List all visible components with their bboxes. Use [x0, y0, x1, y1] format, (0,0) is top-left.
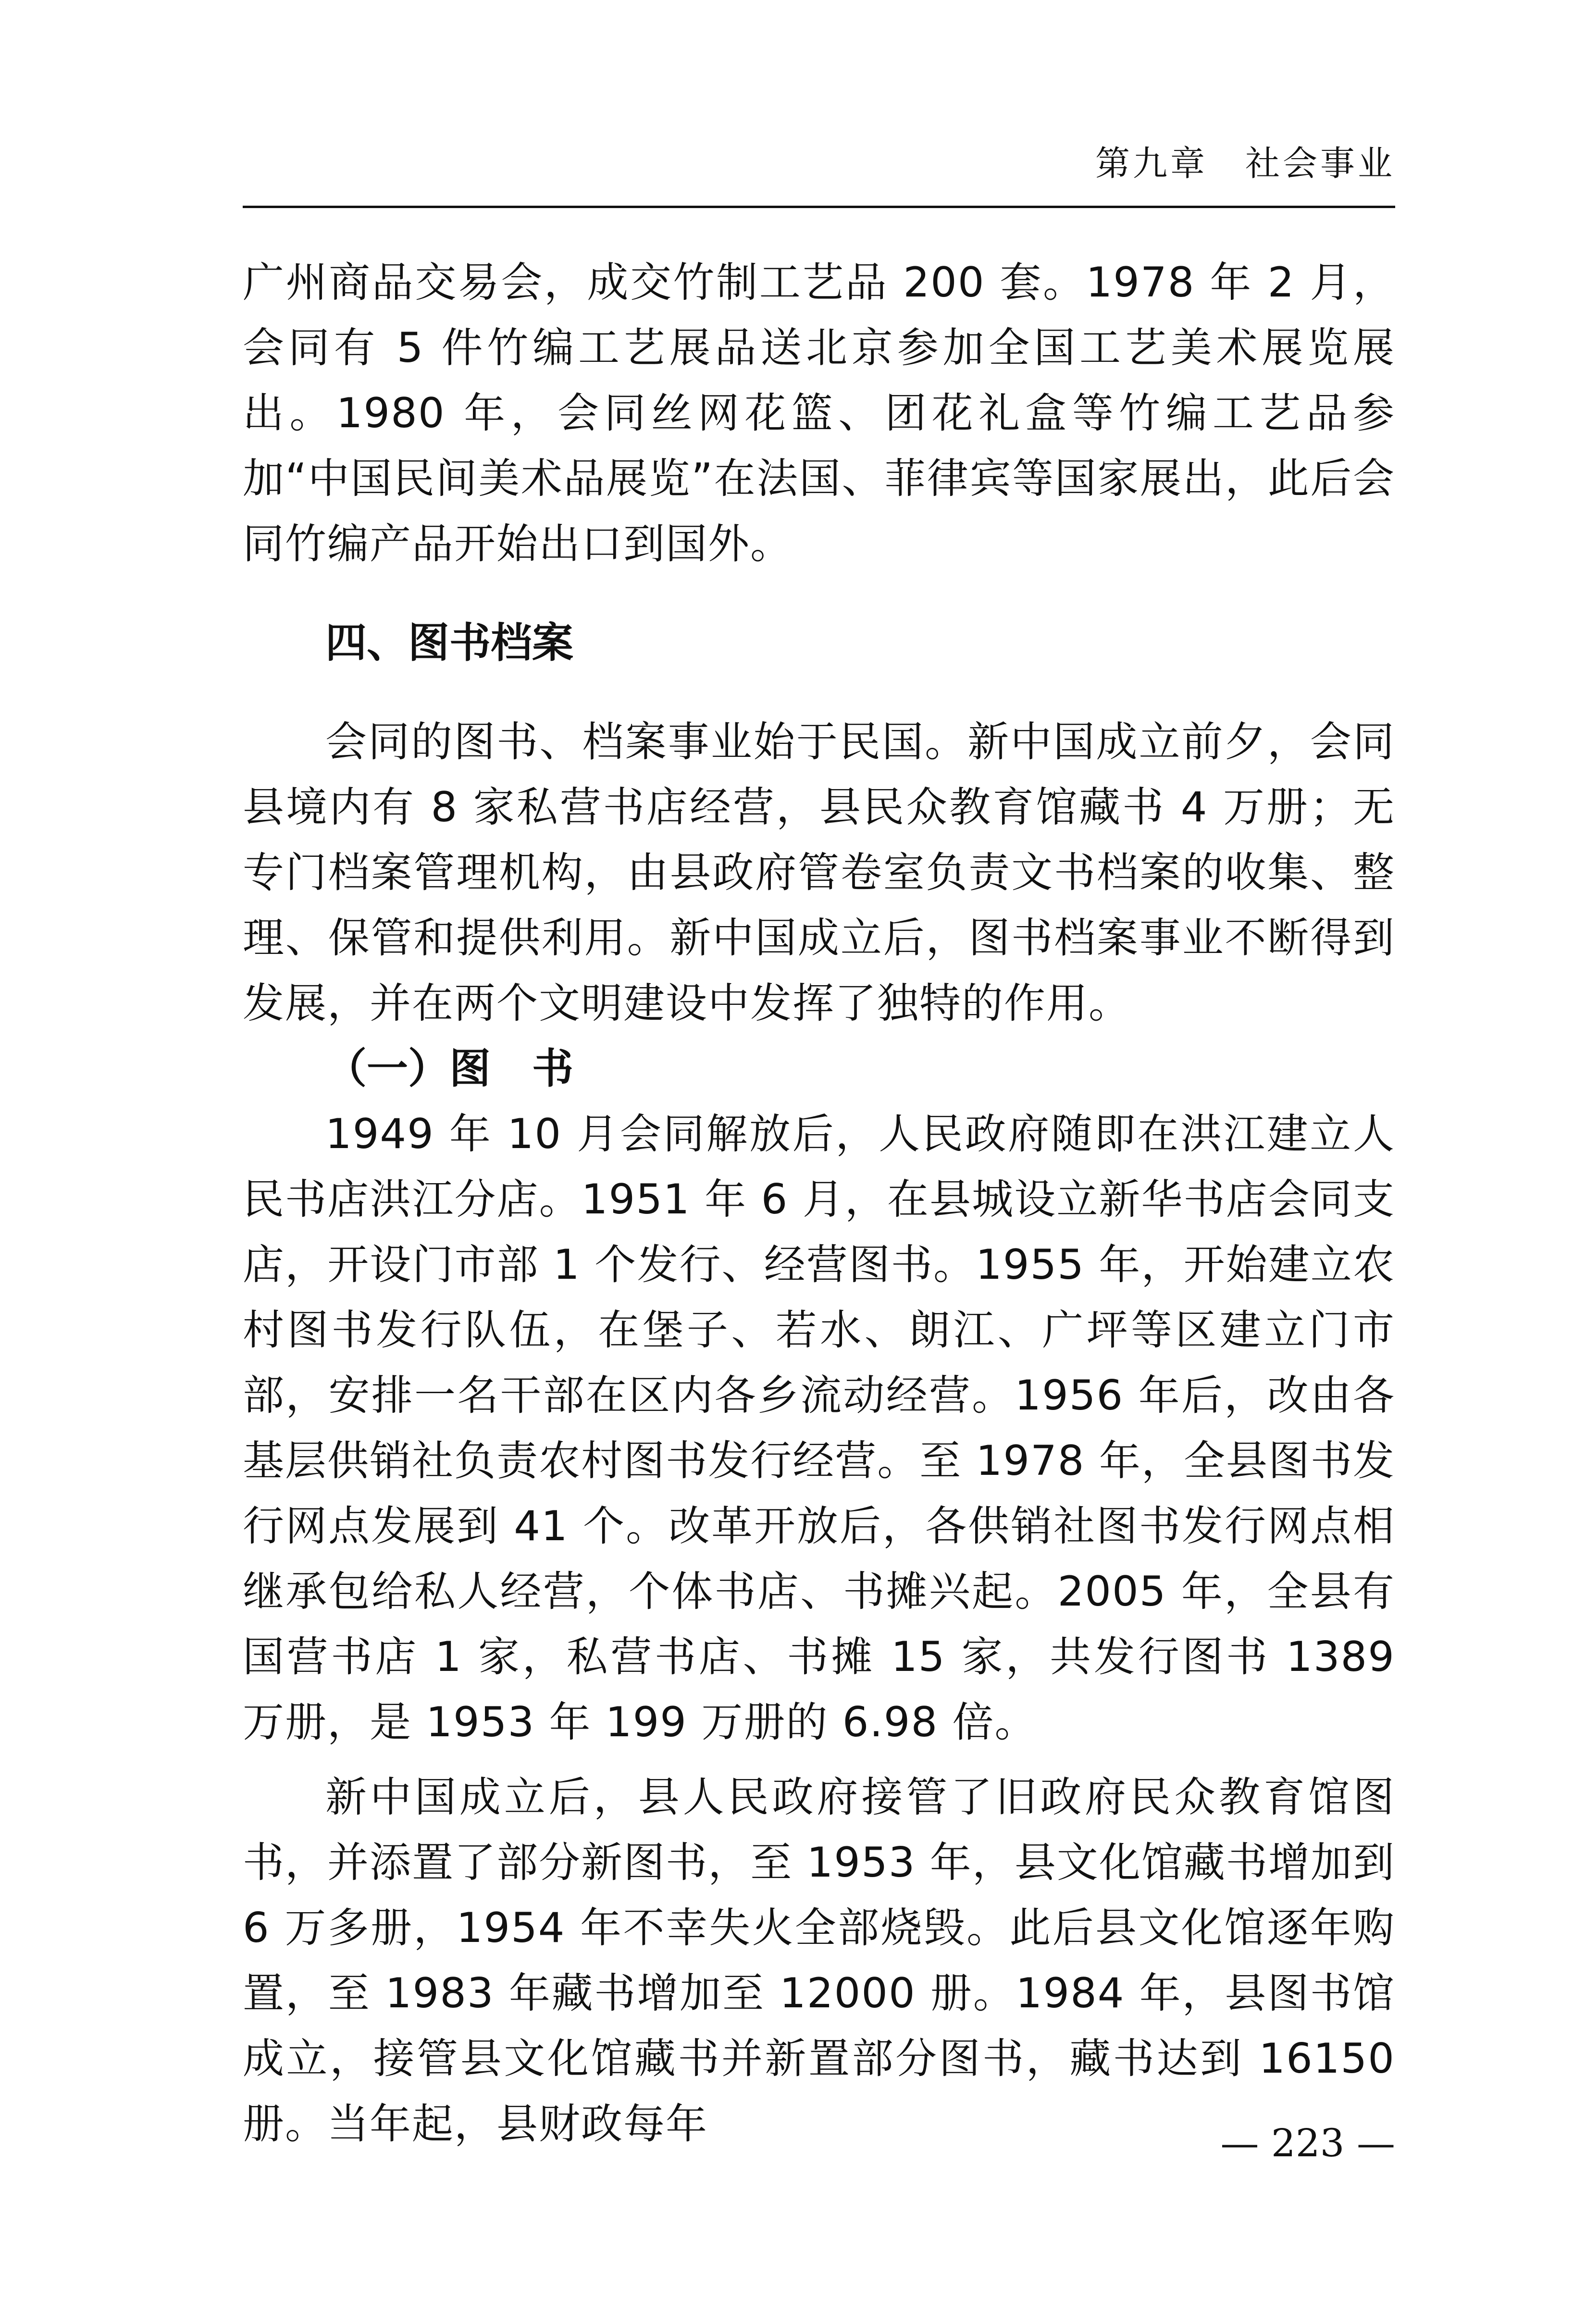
page-body: [243, 250, 1395, 2157]
section-intro-paragraph: 会同的图书、档案事业始于民国。新中国成立前夕，会同县境内有 8 家私营书店经营，县民众教育馆藏书 4 万册；无专门档案管理机构，由县政府管卷室负责文书档案的收集、整理、保管和提供利用。新中国成立后，图书档案事业不断得到发展，并在两个文明建设中发挥了独特的作用。: [243, 718, 1395, 1027]
subsection-heading: （一）图 书: [325, 1045, 573, 1093]
body-paragraph: 1949 年 10 月会同解放后，人民政府随即在洪江建立人民书店洪江分店。1951 年 6 月，在县城设立新华书店会同支店，开设门市部 1 个发行、经营图书。1955 年，开始建立农村图书发行队伍，在堡子、若水、朗江、广坪等区建立门市部，安排一名干部在区内各乡流动经营。1956 年后，改由各基层供销社负责农村图书发行经营。至 1978 年，全县图书发行网点发展到 41 个。改革开放后，各供销社图书发行网点相继承包给私人经营，个体书店、书摊兴起。2005 年，全县有国营书店 1 家，私营书店、书摊 15 家，共发行图书 1389 万册，是 1953 年 199 万册的 6.98 倍。: [243, 1110, 1395, 1746]
page-number: — 223 —: [1220, 2121, 1395, 2165]
spacer: [243, 577, 1395, 610]
section-heading: 四、图书档案: [325, 619, 573, 667]
spacer: [243, 1755, 1395, 1765]
running-header-chapter-title: 第九章 社会事业: [1095, 143, 1395, 184]
spacer: [243, 676, 1395, 709]
header-rule: [243, 206, 1395, 208]
body-paragraph: 新中国成立后，县人民政府接管了旧政府民众教育馆图书，并添置了部分新图书，至 1953 年，县文化馆藏书增加到 6 万多册，1954 年不幸失火全部烧毁。此后县文化馆逐年购置，至 1983 年藏书增加至 12000 册。1984 年，县图书馆成立，接管县文化馆藏书并新置部分图书，藏书达到 16150 册。当年起，县财政每年: [243, 1773, 1395, 2148]
continuation-paragraph: 广州商品交易会，成交竹制工艺品 200 套。1978 年 2 月，会同有 5 件竹编工艺展品送北京参加全国工艺美术展览展出。1980 年，会同丝网花篮、团花礼盒等竹编工艺品参加“中国民间美术品展览”在法国、菲律宾等国家展出，此后会同竹编产品开始出口到国外。: [243, 259, 1395, 568]
